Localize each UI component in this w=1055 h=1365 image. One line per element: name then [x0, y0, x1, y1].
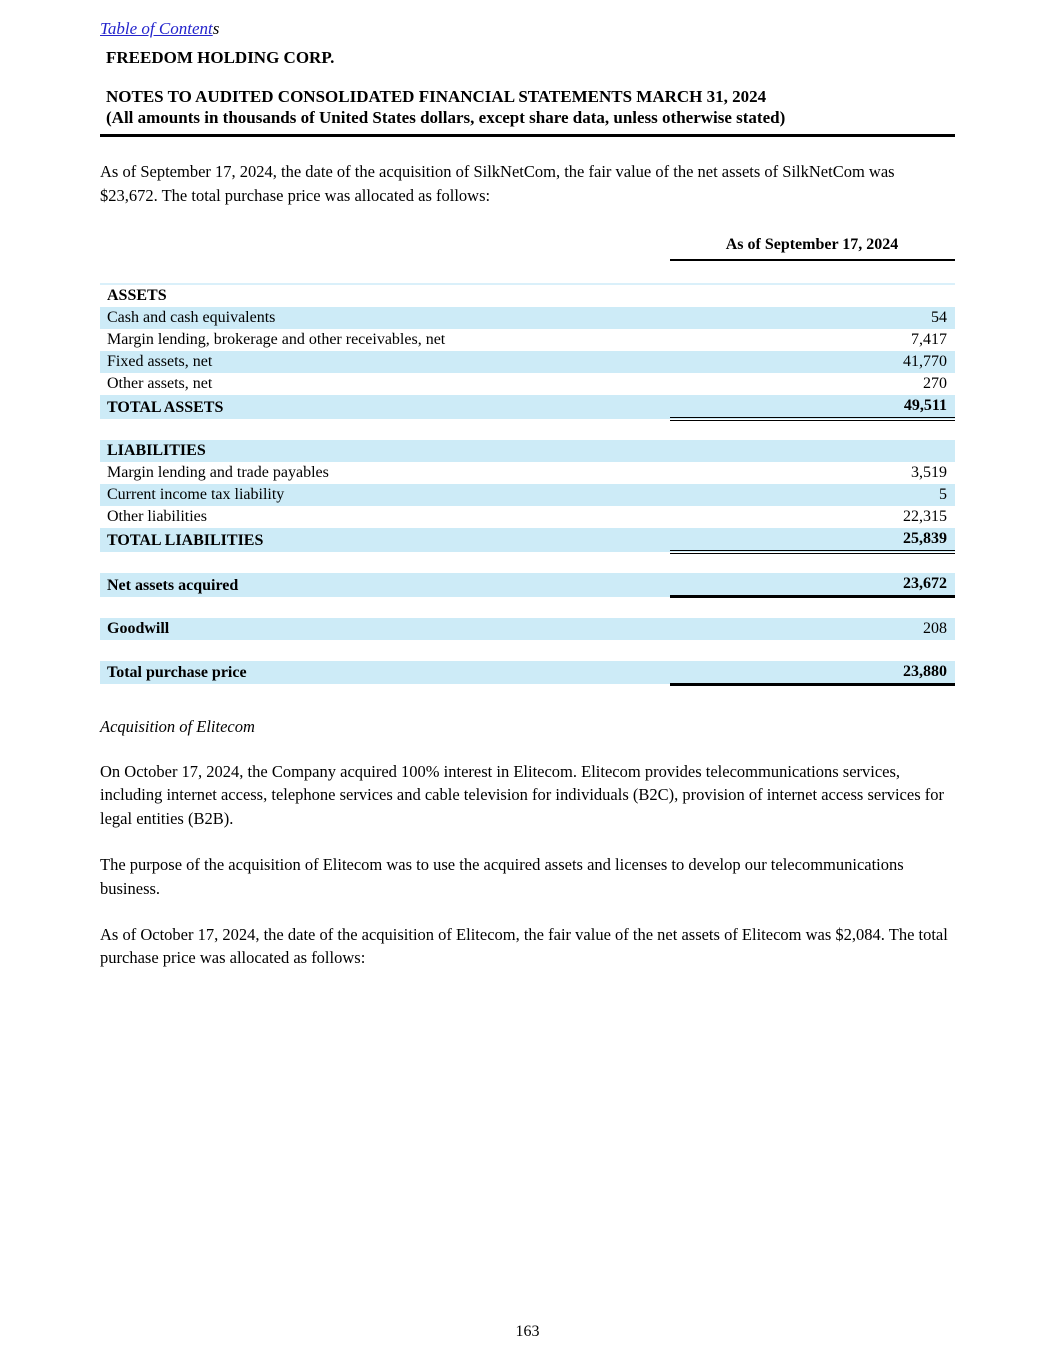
toc-link-suffix: s: [212, 19, 220, 38]
document-title-block: [100, 87, 955, 128]
elitecom-section-heading: Acquisition of Elitecom: [100, 716, 255, 736]
column-header-date: As of September 17, 2024: [670, 234, 955, 260]
elitecom-paragraph-1: On October 17, 2024, the Company acquired 100% interest in Elitecom. Elitecom provides telecommunications services, including internet access, telephone services and cable television for individuals (B2C), provision of internet access services for legal entities (B2B).: [100, 761, 944, 828]
row-total-purchase-price: Total purchase price 23,880: [100, 661, 955, 685]
table-spacer: [100, 419, 955, 440]
row-margin-lending-payables: Margin lending and trade payables 3,519: [107, 464, 947, 482]
table-column-header-row: [100, 234, 955, 260]
table-spacer: [100, 597, 955, 618]
row-total-liabilities: TOTAL LIABILITIES 25,839: [100, 528, 955, 552]
row-current-income-tax-liability: Current income tax liability 5: [100, 484, 955, 506]
row-fixed-assets: Fixed assets, net 41,770: [100, 351, 955, 373]
row-assets-header: ASSETS: [100, 284, 955, 307]
purchase-price-allocation-table: [100, 234, 955, 686]
table-spacer: [100, 260, 955, 284]
document-subtitle: (All amounts in thousands of United States dollars, except share data, unless otherwise stated): [106, 107, 786, 127]
header-divider: [100, 134, 955, 137]
row-goodwill: Goodwill 208: [100, 618, 955, 640]
table-spacer: [100, 552, 955, 573]
elitecom-paragraph-2: The purpose of the acquisition of Elitecom was to use the acquired assets and licenses to develop our telecommunications business.: [100, 855, 904, 898]
table-of-contents-link[interactable]: Table of Content: [100, 19, 213, 38]
row-other-assets: Other assets, net 270: [107, 375, 947, 393]
document-title: NOTES TO AUDITED CONSOLIDATED FINANCIAL STATEMENTS MARCH 31, 2024: [106, 87, 767, 106]
intro-paragraph: As of September 17, 2024, the date of the acquisition of SilkNetCom, the fair value of the net assets of SilkNetCom was $23,672. The total purchase price was allocated as follows:: [100, 162, 895, 205]
elitecom-paragraph-3: As of October 17, 2024, the date of the acquisition of Elitecom, the fair value of the net assets of Elitecom was $2,084. The total purchase price was allocated as follows:: [100, 924, 948, 968]
row-margin-lending-receivables: Margin lending, brokerage and other receivables, net 7,417: [107, 331, 947, 349]
column-header-empty-cell: [100, 234, 670, 260]
table-spacer: [100, 640, 955, 661]
row-cash-and-cash-equivalents: Cash and cash equivalents 54: [100, 307, 955, 329]
row-other-liabilities: Other liabilities 22,315: [107, 508, 947, 526]
row-total-assets: TOTAL ASSETS 49,511: [100, 395, 955, 419]
page-number: 163: [515, 1323, 540, 1340]
row-net-assets-acquired: Net assets acquired 23,672: [100, 573, 955, 597]
toc-line: [100, 0, 955, 39]
company-name: FREEDOM HOLDING CORP.: [106, 48, 335, 67]
row-liabilities-header: LIABILITIES: [100, 440, 955, 462]
